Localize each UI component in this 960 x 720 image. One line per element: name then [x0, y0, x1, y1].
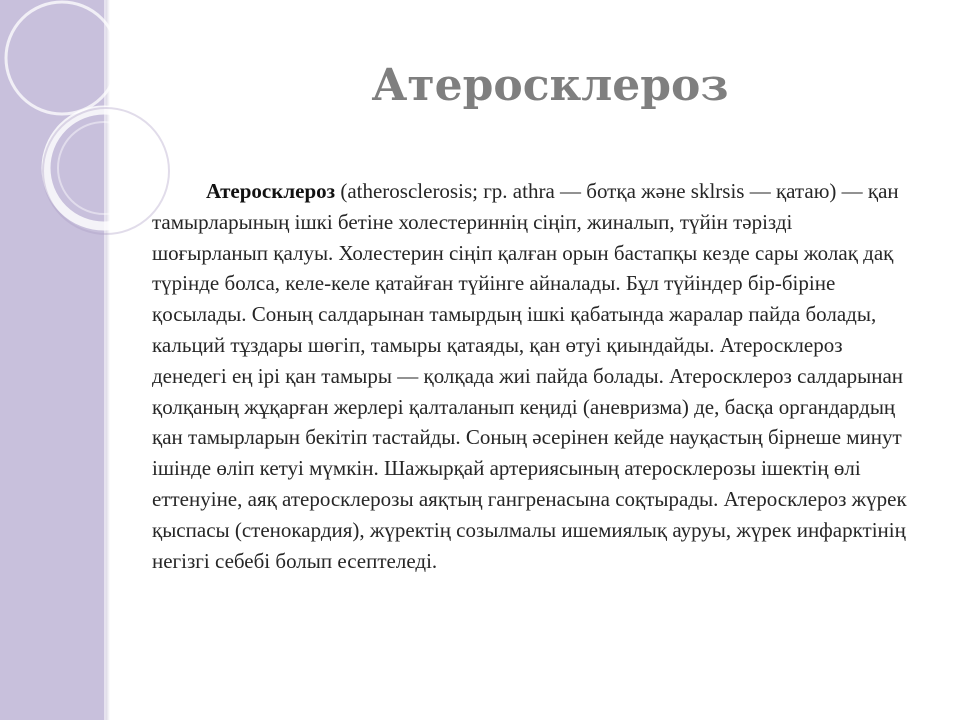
small-ring-inner [58, 122, 150, 214]
body-text: (atherosclerosis; гр. athra — ботқа және sklrsis — қатаю) — қан тамырларының ішкі бетіне холестериннің сіңіп, жиналып, түйін тәрізді шоғырланып қалуы. Холестерин сіңіп қалған орын бастапқы кезде сары жолақ дақ түрінде болса, келе-келе қатайған түйінге айналады. Бұл түйіндер бір-біріне қосылады. Соның салдарынан тамырдың ішкі қабатында жаралар пайда болады, кальций тұздары шөгіп, тамыры қатаяды, қан өтуі қиындайды. Атеросклероз денедегі ең ірі қан тамыры — қолқада жиі пайда болады. Атеросклероз салдарынан қолқаның жұқарған жерлері қалталанып кеңиді (аневризма) де, басқа органдардың қан тамырларын бекітіп тастайды. Соның әсерінен кейде науқастың бірнеше минут ішінде өліп кетуі мүмкін. Шажырқай артериясының атеросклерозы ішектің өлі еттенуіне, аяқ атеросклерозы аяқтың гангренасына соқтырады. Атеросклероз жүрек қыспасы (стенокардия), жүректің созылмалы ишемиялық ауруы, жүрек инфарктінің негізгі себебі болып есептеледі. [152, 179, 907, 573]
small-ring-outer [46, 110, 162, 226]
slide-title: Атеросклероз [371, 60, 729, 111]
large-ring [6, 2, 118, 114]
term-bold: Атеросклероз [206, 179, 336, 203]
body-paragraph [152, 176, 912, 576]
